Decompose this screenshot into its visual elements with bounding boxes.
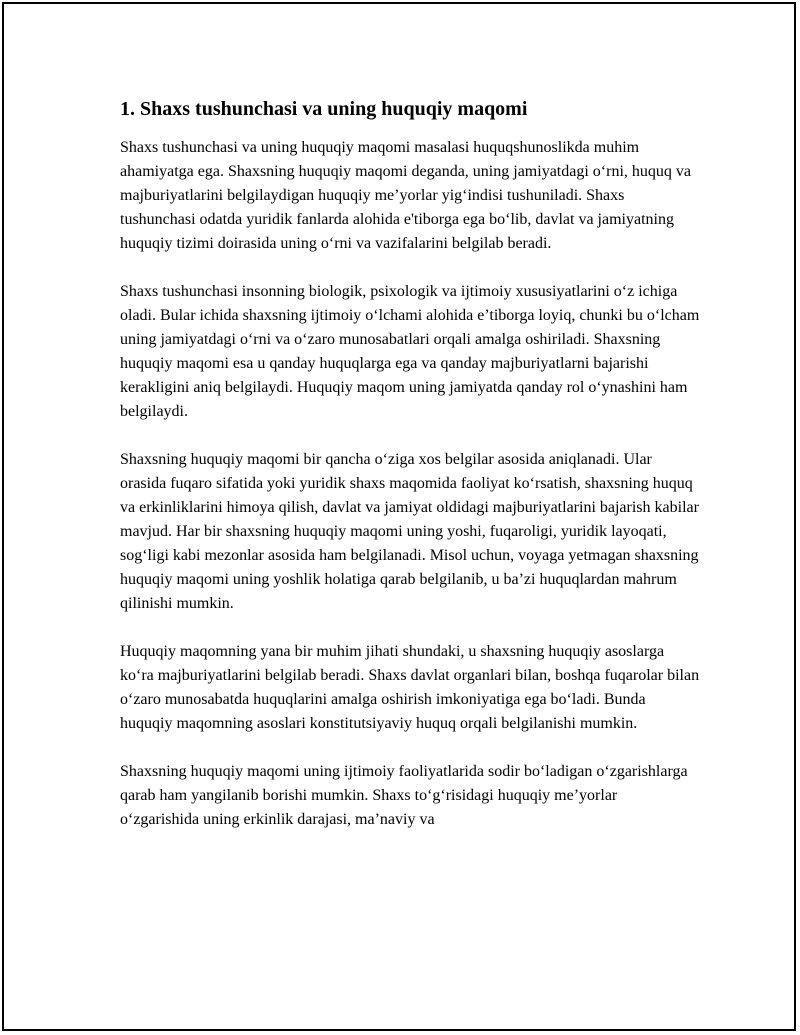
paragraph-2: Shaxs tushunchasi insonning biologik, psixologik va ijtimoiy xususiyatlarini o‘z ichiga oladi. Bular ichida shaxsning ijtimoiy o‘lchami alohida e’tiborga loyiq, chunki bu o‘lcham uning jamiyatdagi o‘rni va o‘zaro munosabatlari orqali amalga oshiriladi. Shaxsning huquqiy maqomi esa u qanday huquqlarga ega va qanday majburiyatlarni bajarishi kerakligini aniq belgilaydi. Huquqiy maqom uning jamiyatda qanday rol o‘ynashini ham belgilaydi. (120, 283, 700, 420)
document-page (2, 2, 796, 1031)
paragraph-5: Shaxsning huquqiy maqomi uning ijtimoiy faoliyatlarida sodir bo‘ladigan o‘zgarishlarga qarab ham yangilanib borishi mumkin. Shaxs to‘g‘risidagi huquqiy me’yorlar o‘zgarishida uning erkinlik darajasi, ma’naviy va (120, 763, 688, 828)
paragraph-3: Shaxsning huquqiy maqomi bir qancha o‘ziga xos belgilar asosida aniqlanadi. Ular orasida fuqaro sifatida yoki yuridik shaxs maqomida faoliyat ko‘rsatish, shaxsning huquq va erkinliklarini himoya qilish, davlat va jamiyat oldidagi majburiyatlarini bajarish kabilar mavjud. Har bir shaxsning huquqiy maqomi uning yoshi, fuqaroligi, yuridik layoqati, sog‘ligi kabi mezonlar asosida ham belgilanadi. Misol uchun, voyaga yetmagan shaxsning huquqiy maqomi uning yoshlik holatiga qarab belgilanib, u ba’zi huquqlardan mahrum qilinishi mumkin. (120, 451, 699, 612)
paragraph-4: Huquqiy maqomning yana bir muhim jihati shundaki, u shaxsning huquqiy asoslarga ko‘ra majburiyatlarini belgilab beradi. Shaxs davlat organlari bilan, boshqa fuqarolar bilan o‘zaro munosabatda huquqlarini amalga oshirish imkoniyatiga ega bo‘ladi. Bunda huquqiy maqomning asoslari konstitutsiyaviy huquq orqali belgilanishi mumkin. (120, 643, 700, 732)
section-heading: 1. Shaxs tushunchasi va uning huquqiy maqomi (120, 98, 528, 120)
document-body (120, 96, 700, 856)
paragraph-1: Shaxs tushunchasi va uning huquqiy maqomi masalasi huquqshunoslikda muhim ahamiyatga ega. Shaxsning huquqiy maqomi deganda, uning jamiyatdagi o‘rni, huquq va majburiyatlarini belgilaydigan huquqiy me’yorlar yig‘indisi tushuniladi. Shaxs tushunchasi odatda yuridik fanlarda alohida e'tiborga ega bo‘lib, davlat va jamiyatning huquqiy tizimi doirasida uning o‘rni va vazifalarini belgilab beradi. (120, 139, 691, 252)
